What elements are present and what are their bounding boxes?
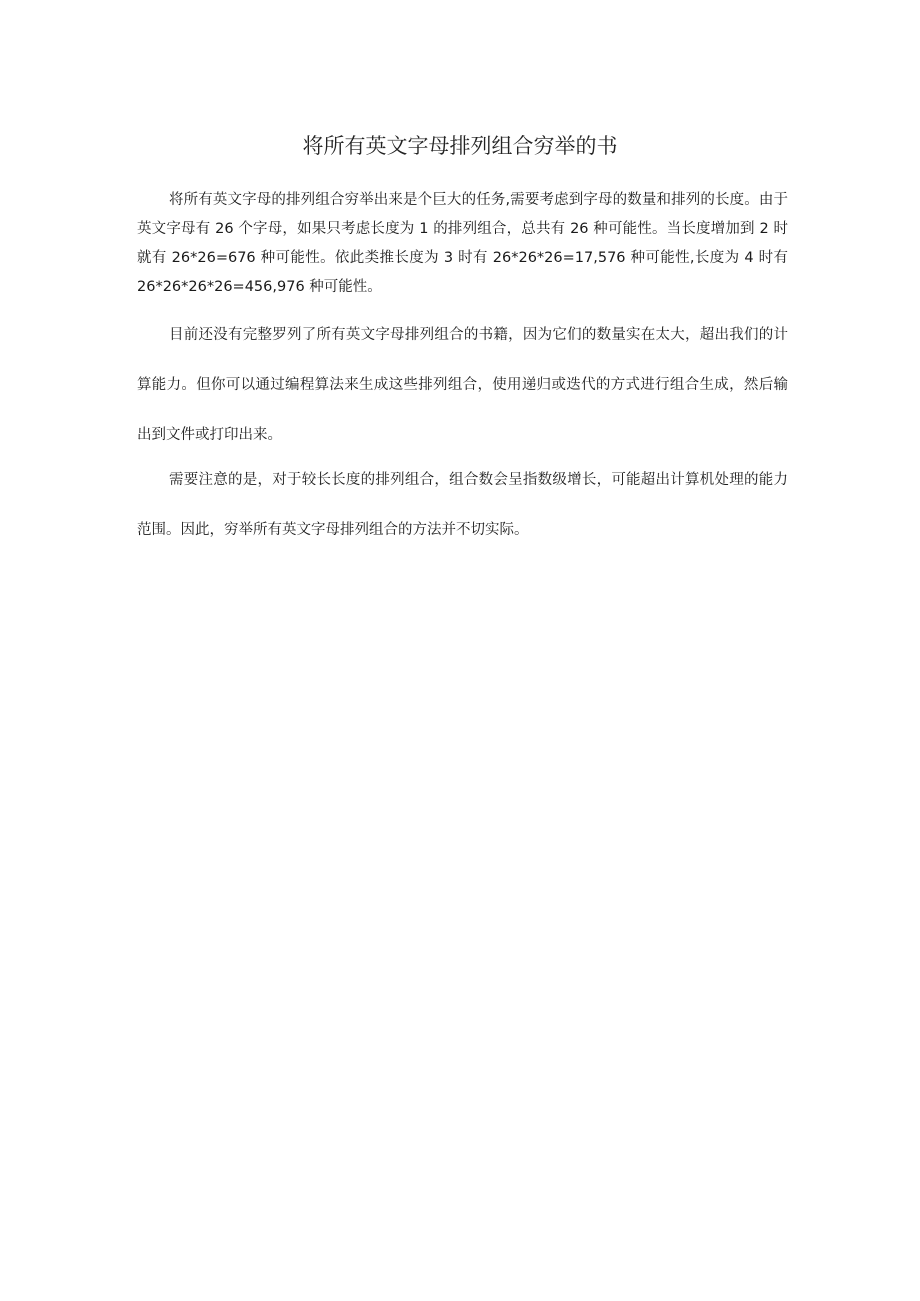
paragraph-2: 目前还没有完整罗列了所有英文字母排列组合的书籍，因为它们的数量实在太大，超出我们的计算能力。但你可以通过编程算法来生成这些排列组合，使用递归或迭代的方式进行组合生成，然后输出到文件或打印出来。	[137, 327, 788, 443]
paragraph-3: 需要注意的是，对于较长长度的排列组合，组合数会呈指数级增长，可能超出计算机处理的能力范围。因此，穷举所有英文字母排列组合的方法并不切实际。	[137, 472, 788, 538]
paragraph-1: 将所有英文字母的排列组合穷举出来是个巨大的任务,需要考虑到字母的数量和排列的长度。由于英文字母有 26 个字母，如果只考虑长度为 1 的排列组合，总共有 26 种可能性。当长度增加到 2 时就有 26*26=676 种可能性。依此类推长度为 3 时有 26*26*26=17,576 种可能性,长度为 4 时有 26*26*26*26=456,976 种可能性。	[137, 192, 788, 295]
document-title: 将所有英文字母排列组合穷举的书	[302, 134, 618, 158]
